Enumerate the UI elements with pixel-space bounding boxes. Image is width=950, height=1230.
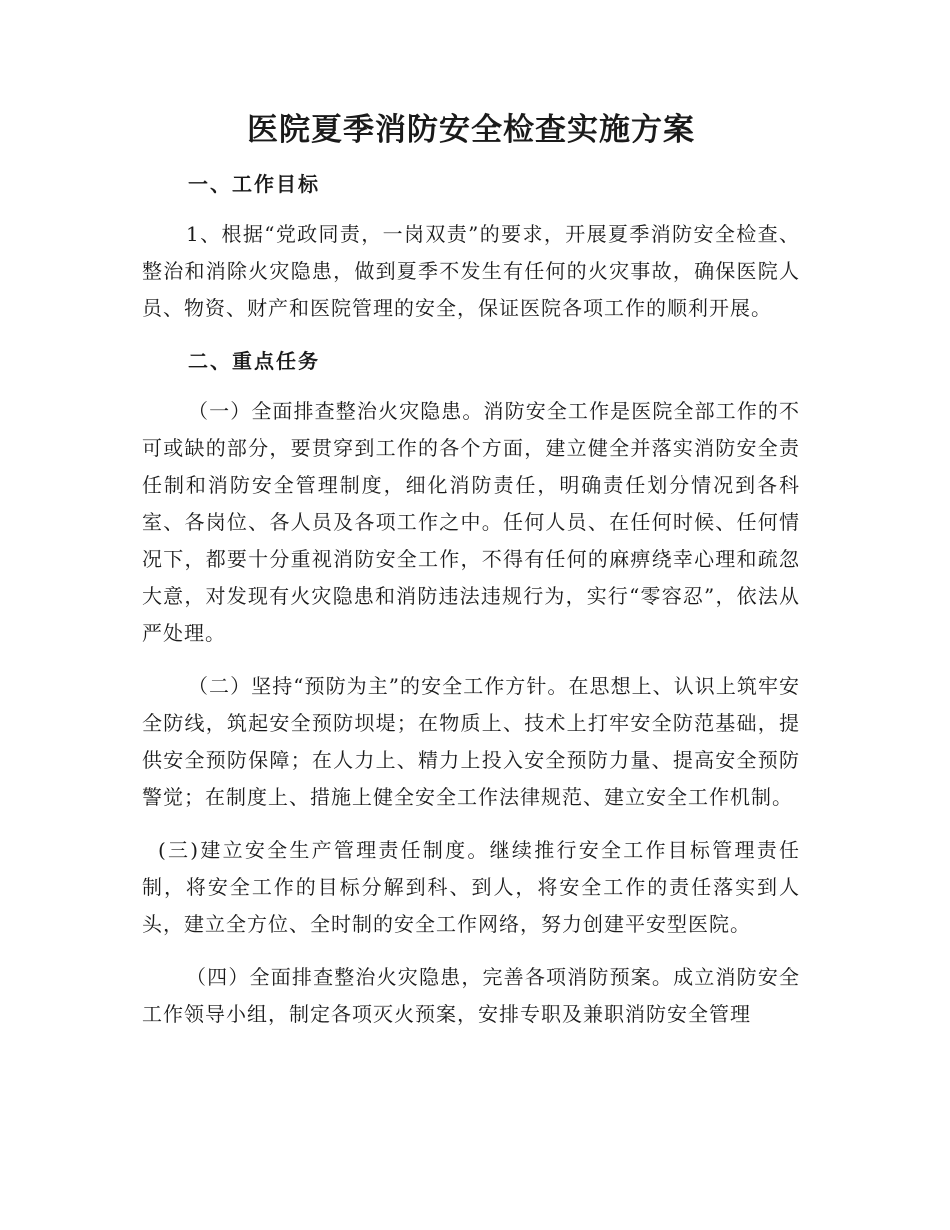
paragraph-task-4: （四）全面排查整治火灾隐患，完善各项消防预案。成立消防安全工作领导小组，制定各项灭火预案，安排专职及兼职消防安全管理 — [142, 965, 800, 1026]
section-heading-key-tasks: 二、重点任务 — [188, 349, 320, 373]
section-heading-work-goals: 一、工作目标 — [188, 172, 320, 196]
paragraph-task-2: （二）坚持“预防为主”的安全工作方针。在思想上、认识上筑牢安全防线，筑起安全预防坝堤；在物质上、技术上打牢安全防范基础，提供安全预防保障；在人力上、精力上投入安全预防力量、提高安全预防警觉；在制度上、措施上健全安全工作法律规范、建立安全工作机制。 — [142, 674, 800, 809]
paragraph-task-1: （一）全面排查整治火灾隐患。消防安全工作是医院全部工作的不可或缺的部分，要贯穿到工作的各个方面，建立健全并落实消防安全责任制和消防安全管理制度，细化消防责任，明确责任划分情况到各科室、各岗位、各人员及各项工作之中。任何人员、在任何时候、任何情况下，都要十分重视消防安全工作，不得有任何的麻痹绕幸心理和疏忽大意，对发现有火灾隐患和消防违法违规行为，实行“零容忍”，依法从严处理。 — [142, 399, 800, 645]
section-key-tasks — [142, 343, 800, 1033]
document-title: 医院夏季消防安全检查实施方案 — [247, 112, 695, 148]
section-work-goals — [142, 166, 800, 327]
paragraph-task-3: (三)建立安全生产管理责任制度。继续推行安全工作目标管理责任制，将安全工作的目标分解到科、到人，将安全工作的责任落实到人头，建立全方位、全时制的安全工作网络，努力创建平安型医院。 — [142, 838, 800, 936]
paragraph-goal-1: 1、根据“党政同责，一岗双责”的要求，开展夏季消防安全检查、整治和消除火灾隐患，做到夏季不发生有任何的火灾事故，确保医院人员、物资、财产和医院管理的安全，保证医院各项工作的顺利开展。 — [142, 222, 800, 320]
